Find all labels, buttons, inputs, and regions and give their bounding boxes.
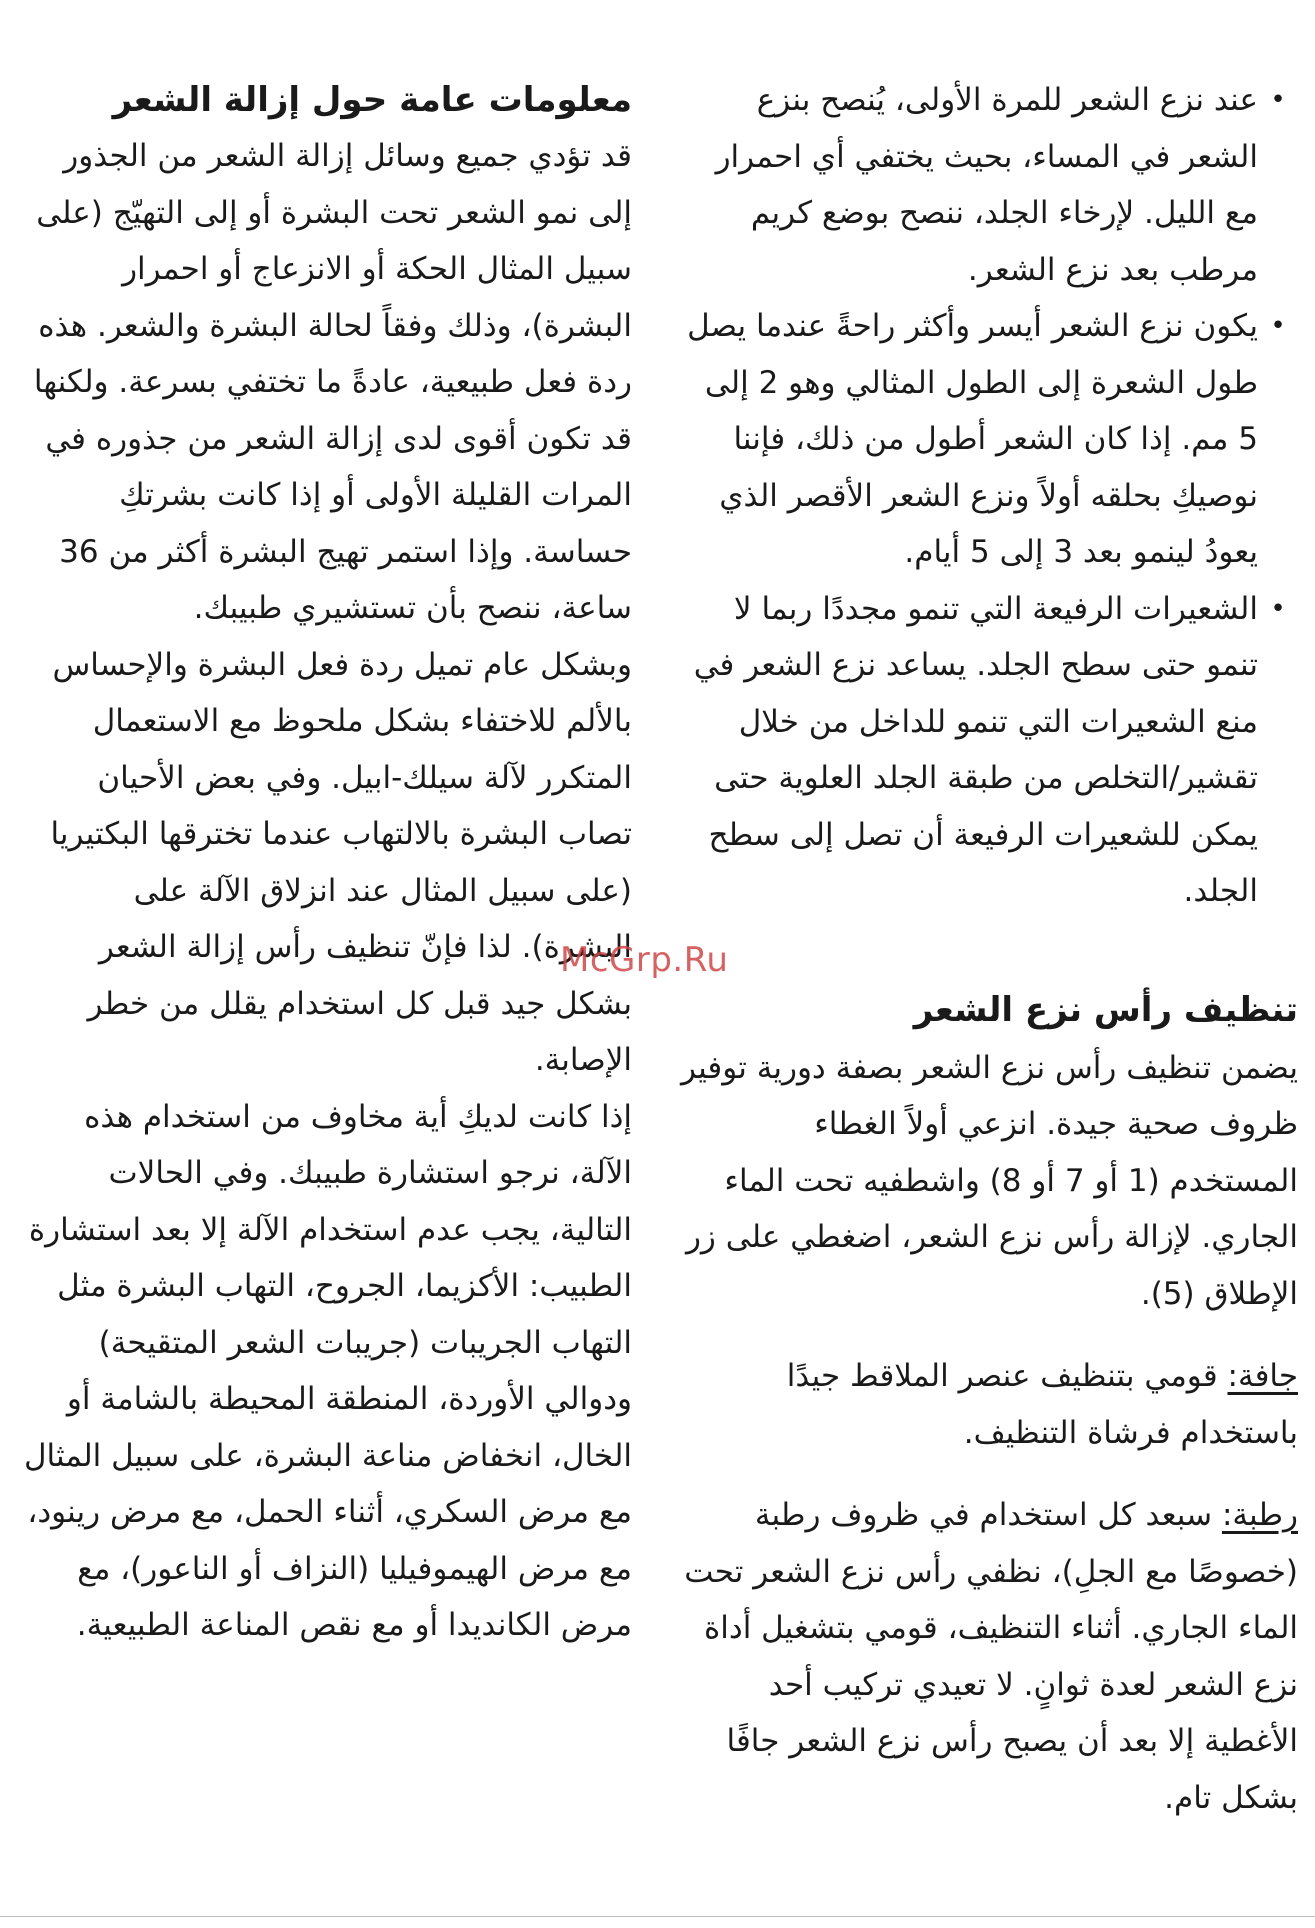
general-info-paragraph-3: إذا كانت لديكِ أية مخاوف من استخدام هذه الآلة، نرجو استشارة طبيبك. وفي الحالات التالية، يجب عدم استخدام الآلة إلا بعد استشارة الطبيب: الأكزيما، الجروح، التهاب البشرة مثل التهاب الجريبات (جريبات الشعر المتقيحة) ودوالي الأوردة، المنطقة المحيطة بالشامة أو الخال، انخفاض مناعة البشرة، على سبيل المثال مع مرض السكري، أثناء الحمل، مع مرض رينود، مع مرض الهيموفيليا (النزاف أو الناعور)، مع مرض الكانديدا أو مع نقص المناعة الطبيعية. <box>23 1098 632 1643</box>
dry-label: جافة: <box>1227 1358 1298 1394</box>
list-item <box>680 581 1298 920</box>
dry-text: قومي بتنظيف عنصر الملاقط جيدًا باستخدام فرشاة التنظيف. <box>786 1358 1298 1451</box>
tips-list <box>680 72 1298 920</box>
wet-label: رطبة: <box>1221 1497 1298 1533</box>
list-item-text: عند نزع الشعر للمرة الأولى، يُنصح بنزع الشعر في المساء، بحيث يختفي أي احمرار مع الليل. لإرخاء الجلد، ننصح بوضع كريم مرطب بعد نزع الشعر. <box>715 82 1258 288</box>
list-item <box>680 72 1298 298</box>
bullet-icon: • <box>1270 311 1286 341</box>
list-item <box>680 298 1298 581</box>
list-item-text: الشعيرات الرفيعة التي تنمو مجددًا ربما لا تنمو حتى سطح الجلد. يساعد نزع الشعر في منع الشعيرات التي تنمو للداخل من خلال تقشير/التخلص من طبقة الجلد العلوية حتى يمكن للشعيرات الرفيعة أن تصل إلى سطح الجلد. <box>693 590 1258 909</box>
cleaning-heading: تنظيف رأس نزع الشعر <box>913 989 1298 1030</box>
list-item-text: يكون نزع الشعر أيسر وأكثر راحةً عندما يصل طول الشعرة إلى الطول المثالي وهو 2 إلى 5 مم. إذا كان الشعر أطول من ذلك، فإننا نوصيكِ بحلقه أولاً ونزع الشعر الأقصر الذي يعودُ لينمو بعد 3 إلى 5 أيام. <box>687 308 1258 570</box>
wet-text: سبعد كل استخدام في ظروف رطبة (خصوصًا مع الجلِ)، نظفي رأس نزع الشعر تحت الماء الجاري. أثناء التنظيف، قومي بتشغيل أداة نزع الشعر لعدة ثوانٍ. لا تعيدي تركيب أحد الأغطية إلا بعد أن يصبح رأس نزع الشعر جافًا بشكل تام. <box>684 1497 1298 1816</box>
wet-cleaning-paragraph <box>680 1487 1298 1826</box>
bullet-icon: • <box>1270 593 1286 624</box>
general-info-heading: معلومات عامة حول إزالة الشعر <box>112 80 632 120</box>
general-info-paragraph-2: وبشكل عام تميل ردة فعل البشرة والإحساس بالألم للاختفاء بشكل ملحوظ مع الاستعمال المتكرر لآلة سيلك-ابيل. وفي بعض الأحيان تصاب البشرة بالالتهاب عندما تخترقها البكتيريا (على سبيل المثال عند انزلاق الآلة على البشرة). لذا فإنّ تنظيف رأس إزالة الشعر بشكل جيد قبل كل استخدام يقلل من خطر الإصابة. <box>50 646 632 1078</box>
page-bottom-divider <box>0 1916 1315 1917</box>
bullet-icon: • <box>1270 85 1286 115</box>
right-column <box>680 72 1298 1826</box>
watermark: McGrp.Ru <box>560 940 729 980</box>
dry-cleaning-paragraph <box>680 1348 1298 1461</box>
general-info-paragraph-1: قد تؤدي جميع وسائل إزالة الشعر من الجذور إلى نمو الشعر تحت البشرة أو إلى التهيّج (على سبيل المثال الحكة أو الانزعاج أو احمرار البشرة)، وذلك وفقاً لحالة البشرة والشعر. هذه ردة فعل طبيعية، عادةً ما تختفي بسرعة. ولكنها قد تكون أقوى لدى إزالة الشعر من جذوره في المرات القليلة الأولى أو إذا كانت بشرتكِ حساسة. وإذا استمر تهيج البشرة أكثر من 36 ساعة، ننصح بأن تستشيري طبيبك. <box>33 138 632 626</box>
left-column <box>20 72 632 1654</box>
cleaning-paragraph: يضمن تنظيف رأس نزع الشعر بصفة دورية توفير ظروف صحية جيدة. انزعي أولاً الغطاء المستخدم (1 أو 7 أو 8) واشطفيه تحت الماء الجاري. لإزالة رأس نزع الشعر، اضغطي على زر الإطلاق (5). <box>680 1049 1298 1312</box>
